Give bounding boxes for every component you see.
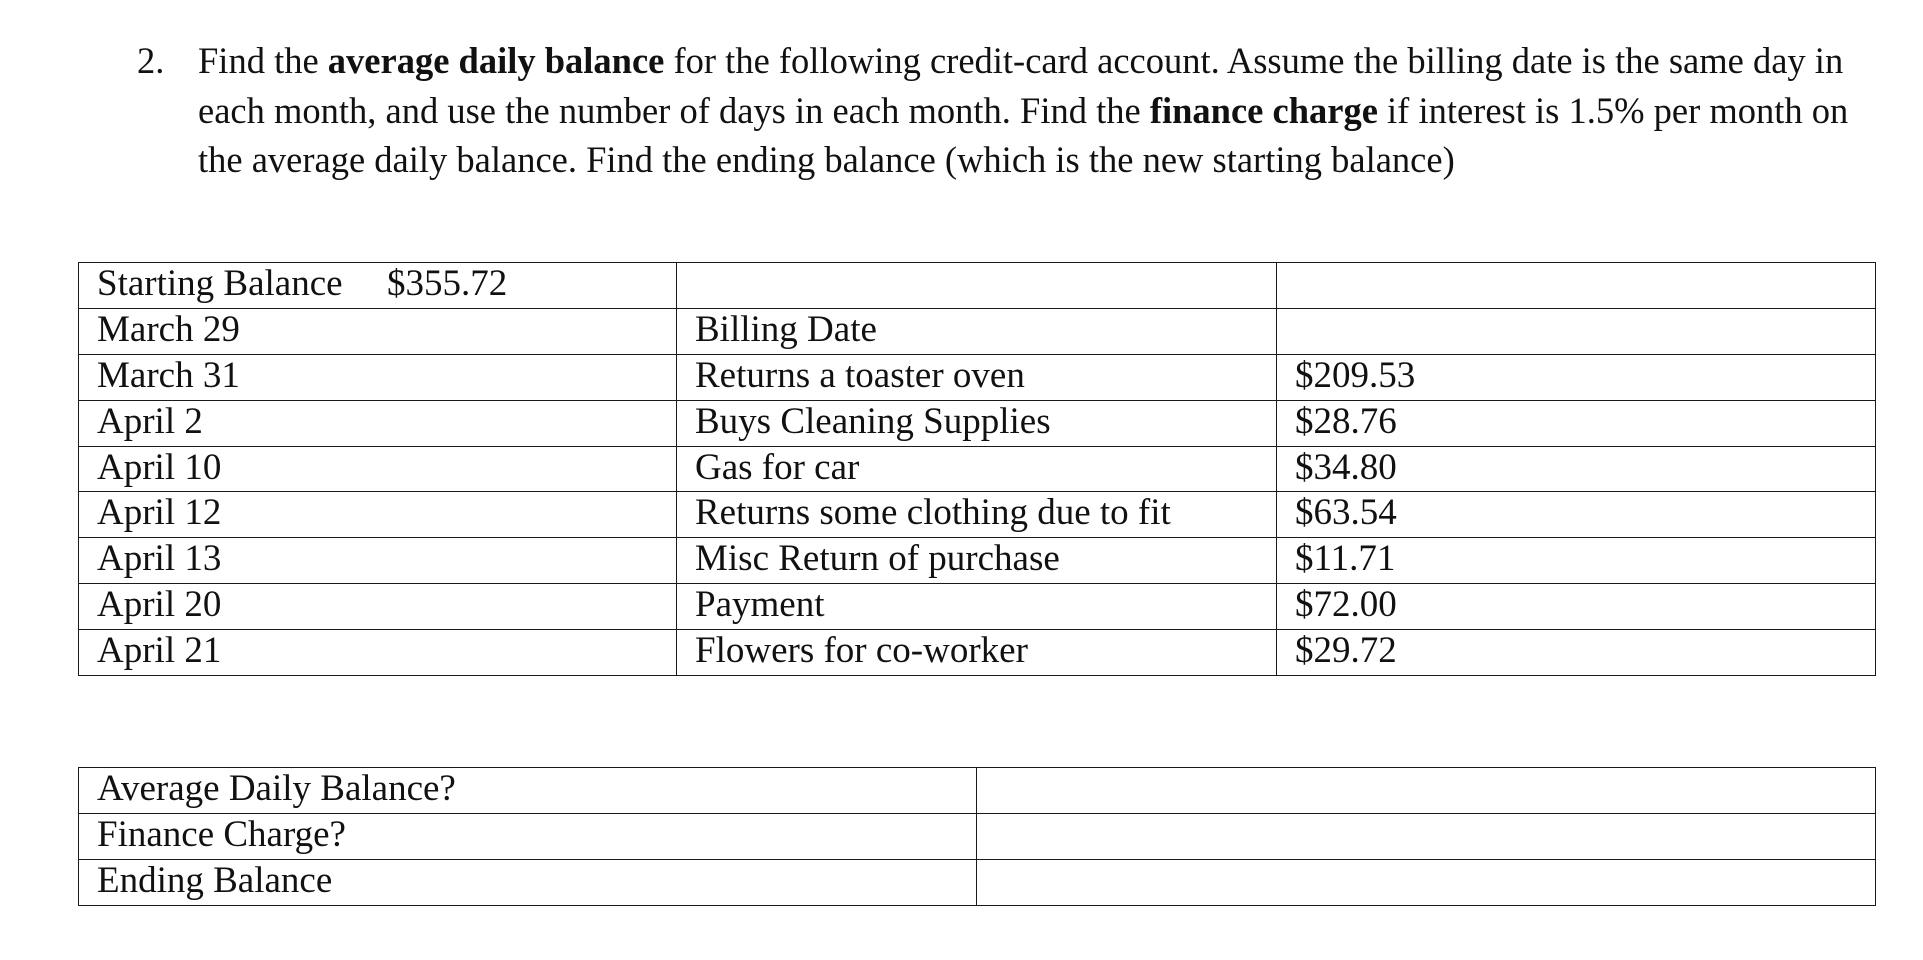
amount-cell: $63.54: [1277, 492, 1876, 538]
date-cell: April 13: [79, 538, 677, 584]
empty-cell: [677, 263, 1277, 309]
description-cell: Returns some clothing due to fit: [677, 492, 1277, 538]
table-row: [79, 263, 1876, 309]
date-cell: April 12: [79, 492, 677, 538]
amount-cell: $29.72: [1277, 630, 1876, 676]
question-text-part-2: for the following credit-card account. Assume the billing date is the same day in each month, and use the number of days in each month. Find the: [198, 40, 1844, 131]
table-row: [79, 813, 1876, 859]
date-cell: April 2: [79, 400, 677, 446]
amount-cell: $34.80: [1277, 446, 1876, 492]
answer-label-cell: Average Daily Balance?: [79, 768, 977, 814]
date-cell: April 20: [79, 584, 677, 630]
question-block: [137, 36, 1877, 185]
empty-cell: [1277, 263, 1876, 309]
amount-cell: $72.00: [1277, 584, 1876, 630]
date-cell: March 29: [79, 308, 677, 354]
answer-value-cell[interactable]: [977, 813, 1876, 859]
description-cell: Flowers for co-worker: [677, 630, 1277, 676]
answer-value-cell[interactable]: [977, 768, 1876, 814]
table-row: [79, 584, 1876, 630]
starting-balance-cell: [79, 263, 677, 309]
table-row: [79, 538, 1876, 584]
table-row: [79, 492, 1876, 538]
answer-label-cell: Ending Balance: [79, 859, 977, 905]
question-number: 2.: [137, 40, 165, 81]
table-row: [79, 768, 1876, 814]
table-row: [79, 630, 1876, 676]
amount-cell: $28.76: [1277, 400, 1876, 446]
date-cell: April 10: [79, 446, 677, 492]
description-cell: Buys Cleaning Supplies: [677, 400, 1277, 446]
table-row: [79, 859, 1876, 905]
description-cell: Billing Date: [677, 308, 1277, 354]
amount-cell: $11.71: [1277, 538, 1876, 584]
answer-label-cell: Finance Charge?: [79, 813, 977, 859]
transactions-table: [78, 262, 1876, 676]
table-row: [79, 308, 1876, 354]
starting-balance-label: Starting Balance: [97, 263, 343, 304]
description-cell: Misc Return of purchase: [677, 538, 1277, 584]
table-row: [79, 354, 1876, 400]
table-row: [79, 446, 1876, 492]
answers-table: [78, 767, 1876, 906]
question-text: [198, 36, 1877, 185]
answer-value-cell[interactable]: [977, 859, 1876, 905]
date-cell: March 31: [79, 354, 677, 400]
starting-balance-value: $355.72: [387, 263, 508, 304]
amount-cell: [1277, 308, 1876, 354]
description-cell: Gas for car: [677, 446, 1277, 492]
table-row: [79, 400, 1876, 446]
question-text-part-3: if interest is 1.5% per month on the average daily balance. Find the ending balance (which is the new starting balance): [198, 89, 1849, 180]
description-cell: Payment: [677, 584, 1277, 630]
question-text-part-1: Find the: [198, 40, 328, 81]
question-bold-finance-charge: finance charge: [1149, 89, 1378, 131]
question-bold-average-daily-balance: average daily balance: [327, 40, 665, 81]
date-cell: April 21: [79, 630, 677, 676]
description-cell: Returns a toaster oven: [677, 354, 1277, 400]
amount-cell: $209.53: [1277, 354, 1876, 400]
